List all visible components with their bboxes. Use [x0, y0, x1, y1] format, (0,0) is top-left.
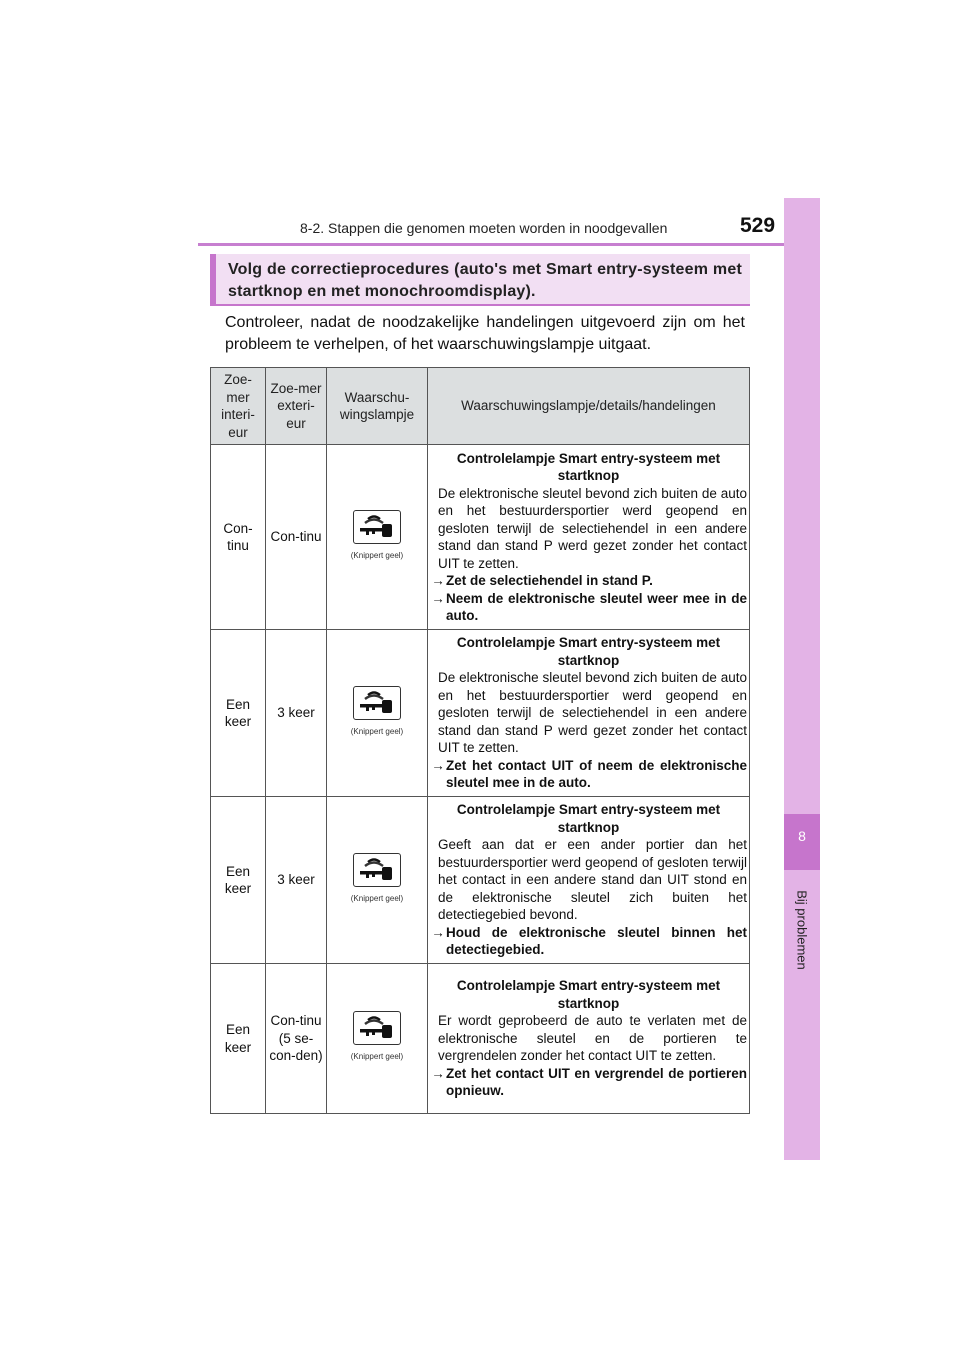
header-rule — [198, 243, 818, 246]
page-number: 529 — [740, 214, 776, 237]
table-row — [211, 797, 750, 964]
arrow-icon: → — [431, 590, 445, 606]
icon-note: (Knippert geel) — [350, 550, 404, 560]
exterior-buzzer-cell: Con-tinu — [266, 445, 327, 630]
desc-title: Controlelampje Smart entry-systeem met startknop — [456, 635, 721, 668]
arrow-icon: → — [431, 924, 445, 940]
desc-body: Er wordt geprobeerd de auto te verlaten met de elektronische sleutel en de portieren te vergrendelen zonder het contact UIT te zetten. — [438, 1013, 747, 1064]
smart-key-warning-icon — [353, 853, 401, 887]
action-text: Zet het contact UIT of neem de elektronische sleutel mee in de auto. — [446, 757, 747, 791]
warning-light-cell — [327, 964, 428, 1114]
chapter-label: Bij problemen — [794, 890, 810, 970]
table-row — [211, 630, 750, 797]
arrow-icon: → — [431, 757, 445, 773]
chapter-number: 8 — [798, 828, 806, 844]
desc-title: Controlelampje Smart entry-systeem met startknop — [456, 450, 721, 483]
details-cell — [428, 964, 750, 1114]
warning-light-cell — [327, 445, 428, 630]
details-cell — [428, 630, 750, 797]
icon-note: (Knippert geel) — [350, 726, 404, 736]
action-text: Zet de selectiehendel in stand P. — [446, 573, 653, 588]
header-warning-light: Waarschu-wingslampje — [327, 368, 428, 445]
warning-light-cell — [327, 630, 428, 797]
header-details: Waarschuwingslampje/details/handelingen — [428, 368, 750, 445]
header-title: 8-2. Stappen die genomen moeten worden in noodgevallen — [300, 220, 668, 236]
desc-body: De elektronische sleutel bevond zich buiten de auto en het bestuurdersportier werd geopend en gesloten terwijl de selectiehendel in een andere stand dan stand P werd gezet zonder het contact UIT te zetten. — [438, 670, 747, 756]
header-exterior-buzzer: Zoe-mer exteri-eur — [266, 368, 327, 445]
action-text: Houd de elektronische sleutel binnen het detectiegebied. — [446, 924, 747, 958]
desc-title: Controlelampje Smart entry-systeem met startknop — [456, 978, 721, 1011]
table-header-row — [211, 368, 750, 445]
action-item — [430, 924, 747, 959]
procedure-box — [210, 254, 750, 306]
smart-key-warning-icon — [353, 1011, 401, 1045]
interior-buzzer-cell: Con-tinu — [211, 445, 266, 630]
exterior-buzzer-cell: 3 keer — [266, 630, 327, 797]
exterior-buzzer-cell: 3 keer — [266, 797, 327, 964]
procedure-box-text: Volg de correctieprocedures (auto's met Smart entry-systeem met startknop en met monochroomdisplay). — [228, 261, 742, 300]
icon-note: (Knippert geel) — [350, 893, 404, 903]
icon-note: (Knippert geel) — [350, 1052, 404, 1062]
smart-key-warning-icon — [353, 686, 401, 720]
warning-table — [210, 367, 750, 1114]
intro-paragraph: Controleer, nadat de noodzakelijke handelingen uitgevoerd zijn om het probleem te verhelpen, of het waarschuwingslampje uitgaat. — [225, 314, 745, 353]
interior-buzzer-cell: Een keer — [211, 964, 266, 1114]
details-cell — [428, 797, 750, 964]
action-item — [430, 572, 747, 590]
header-interior-buzzer: Zoe-mer interi-eur — [211, 368, 266, 445]
desc-body: De elektronische sleutel bevond zich buiten de auto en het bestuurdersportier werd geopend en gesloten terwijl de selectiehendel in een andere stand dan stand P werd gezet zonder het contact UIT te zetten. — [438, 485, 747, 571]
smart-key-warning-icon — [353, 510, 401, 544]
table-row — [211, 445, 750, 630]
table-row — [211, 964, 750, 1114]
desc-body: Geeft aan dat er een ander portier dan het bestuurdersportier werd geopend of gesloten terwijl het contact in een andere stand dan UIT stond en de elektronische sleutel zich buiten het detectiegebied bevond. — [438, 837, 747, 923]
action-text: Neem de elektronische sleutel weer mee in de auto. — [446, 590, 747, 623]
action-item — [430, 757, 747, 792]
arrow-icon: → — [431, 573, 445, 588]
arrow-icon: → — [431, 1065, 445, 1081]
action-item — [430, 590, 747, 625]
exterior-buzzer-cell: Con-tinu (5 se-con-den) — [266, 964, 327, 1114]
interior-buzzer-cell: Een keer — [211, 630, 266, 797]
action-item — [430, 1065, 747, 1100]
interior-buzzer-cell: Een keer — [211, 797, 266, 964]
action-text: Zet het contact UIT en vergrendel de portieren opnieuw. — [446, 1065, 747, 1099]
side-tab — [784, 198, 820, 1160]
desc-title: Controlelampje Smart entry-systeem met startknop — [456, 802, 721, 835]
warning-light-cell — [327, 797, 428, 964]
details-cell — [428, 445, 750, 630]
